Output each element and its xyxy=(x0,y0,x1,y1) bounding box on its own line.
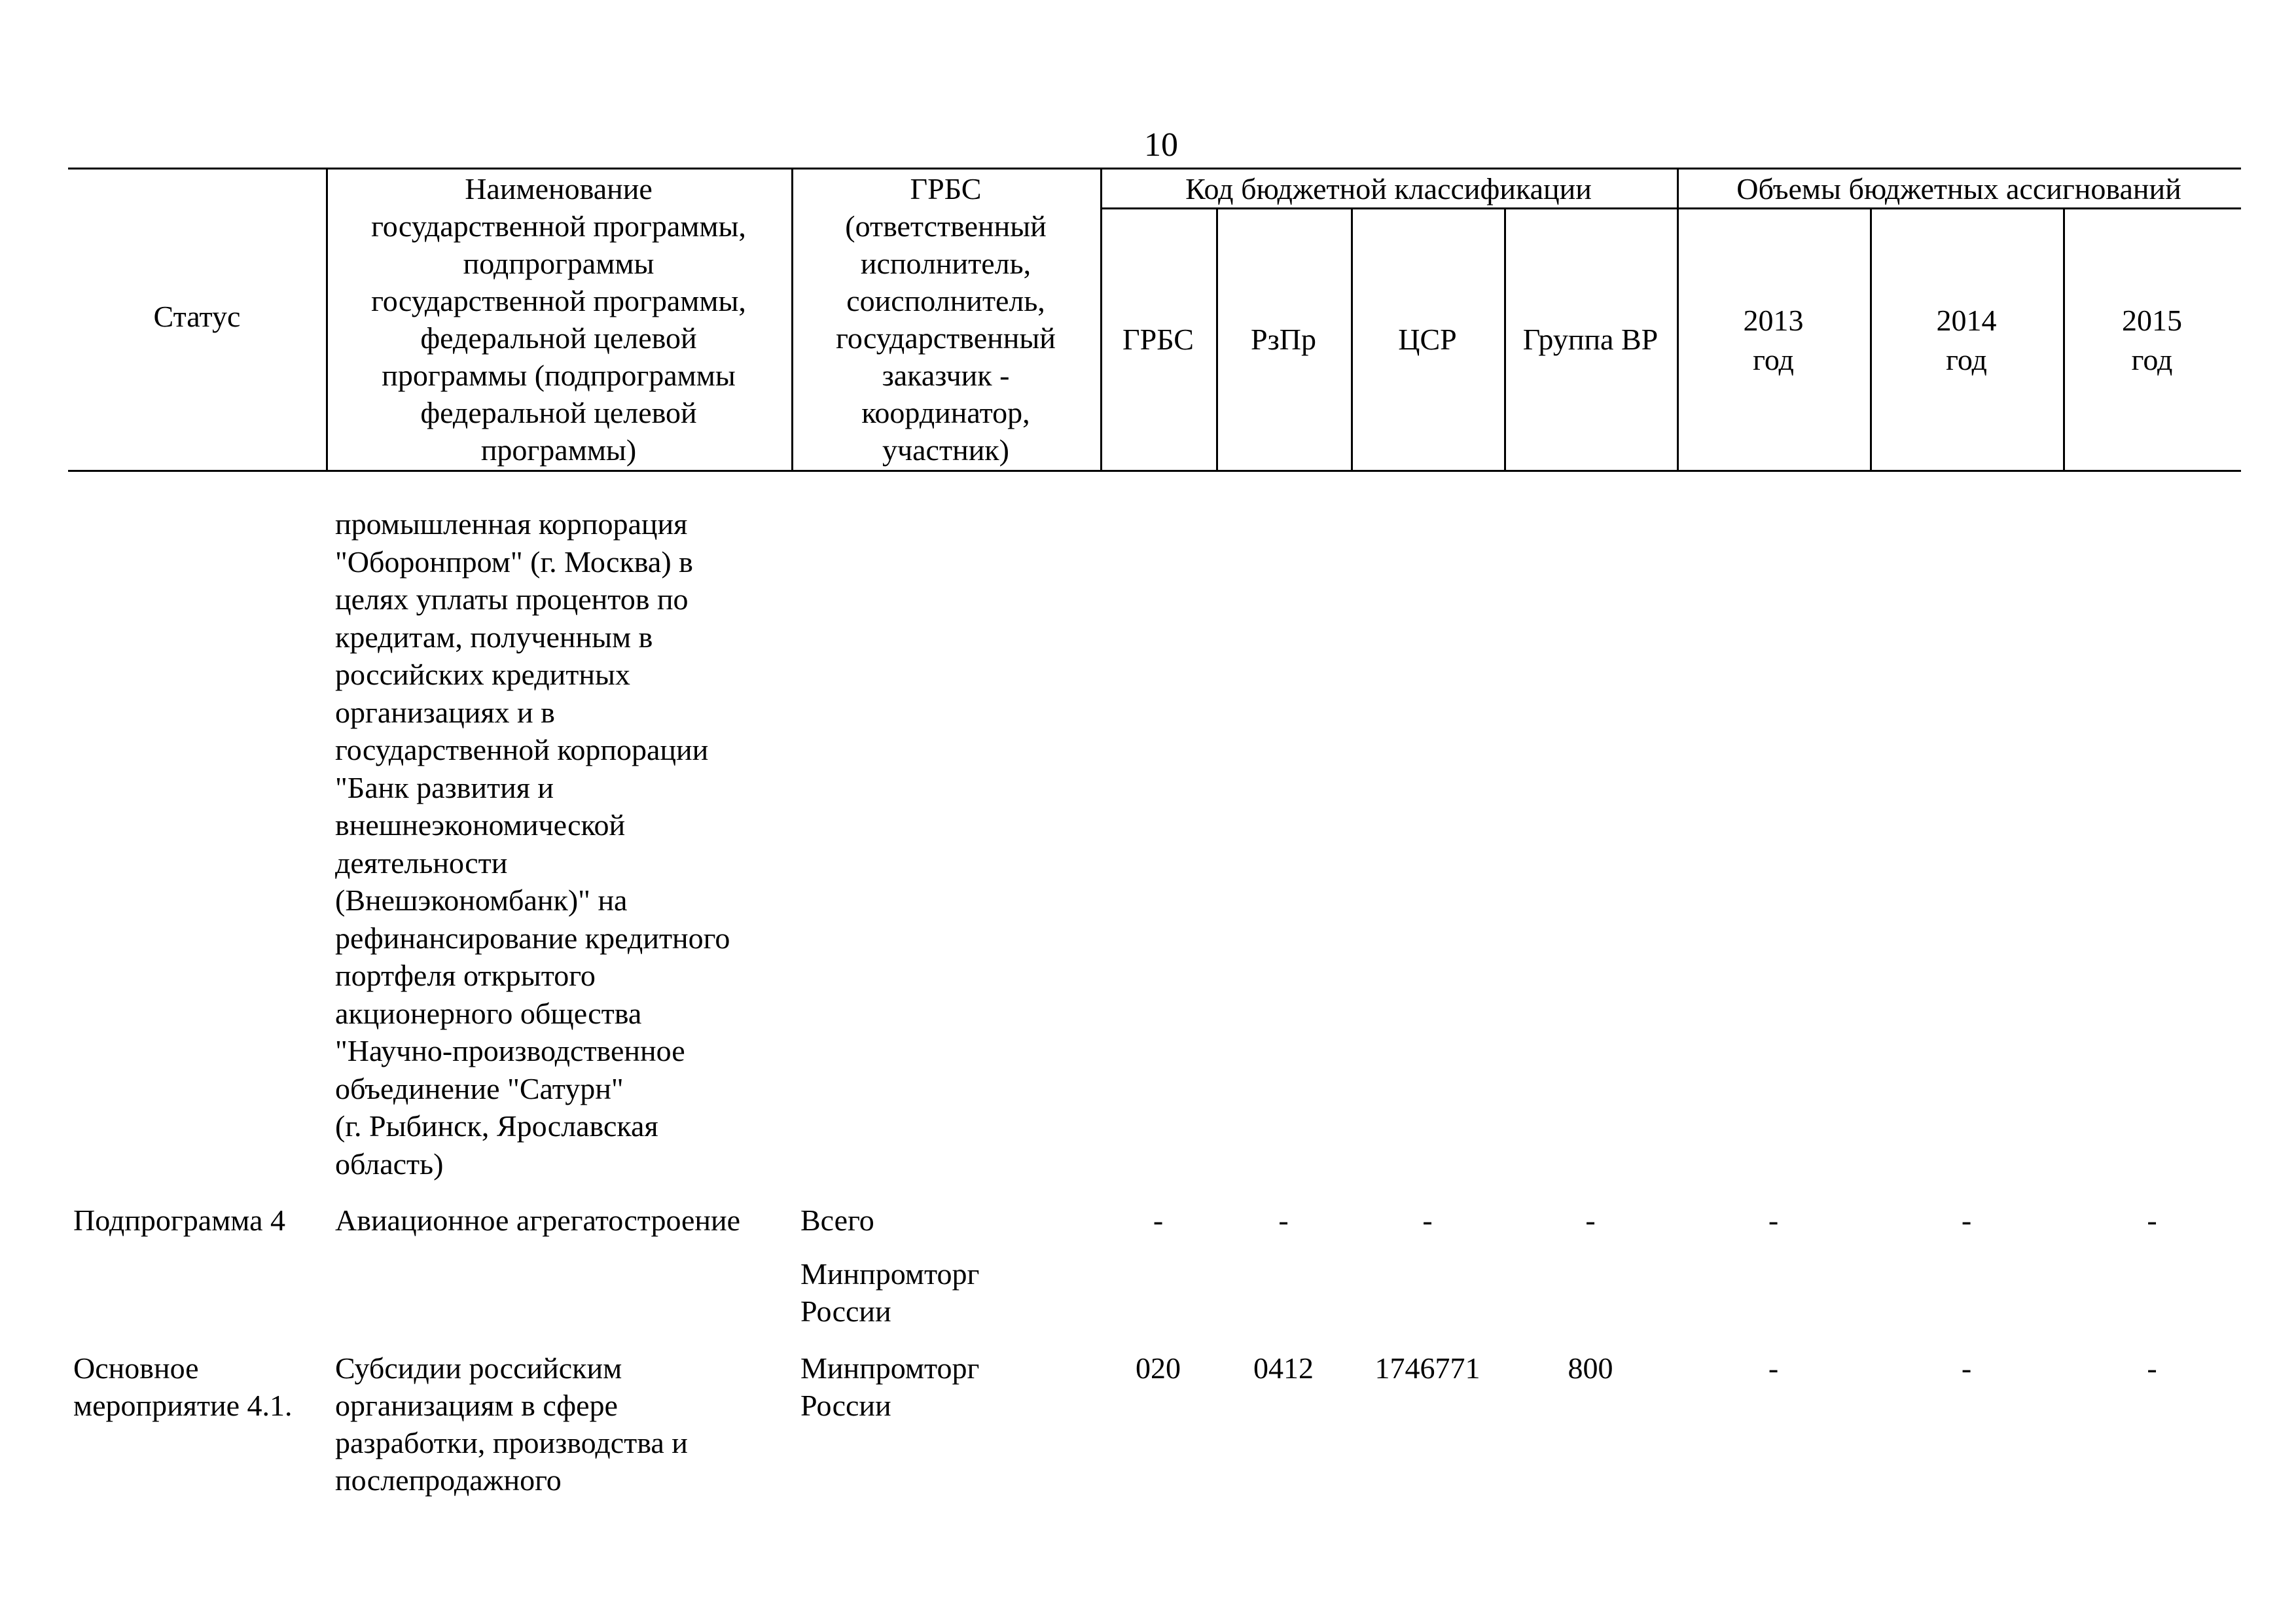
row-activity-name xyxy=(335,1349,688,1499)
row-activity-code-csr: 1746771 xyxy=(1374,1351,1480,1385)
row-executor-minpromtorg xyxy=(800,1255,979,1330)
continuation-line: (г. Рыбинск, Ярославская xyxy=(335,1109,658,1143)
executor-line: России xyxy=(800,1294,891,1328)
subheader-border xyxy=(1100,207,2241,209)
header-year-value: 2013 xyxy=(1743,304,1804,337)
header-year-2013 xyxy=(1677,301,1870,380)
continuation-line: акционерного общества xyxy=(335,996,642,1030)
header-name-line: государственной программы, xyxy=(371,284,746,317)
activity-executor-line: России xyxy=(800,1389,891,1422)
header-budget-volume-group: Объемы бюджетных ассигнований xyxy=(1736,172,2181,205)
row-activity-code-group-vr: 800 xyxy=(1568,1351,1613,1385)
continuation-line: деятельности xyxy=(335,846,508,880)
header-name-line: государственной программы, xyxy=(371,209,746,243)
header-code-csr: ЦСР xyxy=(1398,323,1457,356)
header-name-line: программы) xyxy=(480,433,637,467)
header-code-rzpr: РзПр xyxy=(1251,323,1316,356)
row-activity-executor xyxy=(800,1349,979,1424)
continuation-line: организациях и в xyxy=(335,695,555,729)
activity-status-line: мероприятие 4.1. xyxy=(73,1389,293,1422)
row-activity-volume-2015: - xyxy=(2147,1351,2157,1385)
header-bottom-border xyxy=(68,470,2241,472)
header-name-line: Наименование xyxy=(465,172,653,205)
continuation-text xyxy=(335,505,730,1183)
activity-name-line: организациям в сфере xyxy=(335,1389,618,1422)
page-number: 10 xyxy=(1144,126,1178,164)
table-top-border xyxy=(68,168,2241,169)
row-subprogram-volume-2013: - xyxy=(1768,1204,1779,1237)
row-subprogram-code-csr: - xyxy=(1422,1204,1433,1237)
header-grbs-line: ГРБС xyxy=(910,172,982,205)
header-grbs-line: исполнитель, xyxy=(860,247,1031,280)
row-subprogram-executor: Всего xyxy=(800,1204,874,1237)
row-subprogram-code-rzpr: - xyxy=(1278,1204,1289,1237)
header-name xyxy=(326,170,791,469)
header-code-grbs: ГРБС xyxy=(1122,323,1194,356)
continuation-line: целях уплаты процентов по xyxy=(335,582,689,616)
header-year-2014 xyxy=(1870,301,2063,380)
activity-name-line: послепродажного xyxy=(335,1463,562,1497)
continuation-line: государственной корпорации xyxy=(335,733,709,766)
header-year-value: 2014 xyxy=(1936,304,1997,337)
row-subprogram-code-grbs: - xyxy=(1153,1204,1164,1237)
activity-name-line: разработки, производства и xyxy=(335,1426,688,1459)
continuation-line: объединение "Сатурн" xyxy=(335,1071,624,1105)
continuation-line: (Внешэкономбанк)" на xyxy=(335,883,628,917)
continuation-line: "Научно-производственное xyxy=(335,1034,685,1067)
row-activity-code-grbs: 020 xyxy=(1136,1351,1181,1385)
continuation-line: российских кредитных xyxy=(335,658,630,691)
header-year-unit: год xyxy=(1946,343,1987,376)
activity-name-line: Субсидии российским xyxy=(335,1351,622,1385)
header-name-line: программы (подпрограммы xyxy=(382,359,736,392)
header-year-2015 xyxy=(2063,301,2241,380)
continuation-line: кредитам, полученным в xyxy=(335,620,653,654)
continuation-line: "Оборонпром" (г. Москва) в xyxy=(335,544,693,579)
header-status: Статус xyxy=(153,300,241,333)
header-name-line: подпрограммы xyxy=(463,247,655,280)
header-year-unit: год xyxy=(2131,343,2173,376)
row-subprogram-volume-2015: - xyxy=(2147,1204,2157,1237)
header-grbs-line: координатор, xyxy=(861,396,1030,429)
header-grbs-line: соисполнитель, xyxy=(846,284,1045,317)
header-grbs-line: государственный xyxy=(836,321,1056,355)
header-name-line: федеральной целевой xyxy=(420,321,697,355)
header-year-value: 2015 xyxy=(2122,304,2182,337)
header-grbs-line: заказчик - xyxy=(882,359,1010,392)
activity-executor-line: Минпромторг xyxy=(800,1351,980,1385)
header-year-unit: год xyxy=(1753,343,1794,376)
row-activity-status xyxy=(73,1349,293,1424)
row-activity-volume-2014: - xyxy=(1961,1351,1972,1385)
row-subprogram-name: Авиационное агрегатостроение xyxy=(335,1204,741,1237)
header-grbs-line: (ответственный xyxy=(845,209,1047,243)
executor-line: Минпромторг xyxy=(800,1257,980,1291)
activity-status-line: Основное xyxy=(73,1351,199,1385)
header-grbs-line: участник) xyxy=(882,433,1009,467)
col-divider-3 xyxy=(1100,168,1102,471)
row-subprogram-code-group-vr: - xyxy=(1585,1204,1596,1237)
continuation-line: промышленная корпорация xyxy=(335,507,688,541)
continuation-line: рефинансирование кредитного xyxy=(335,921,730,955)
row-subprogram-volume-2014: - xyxy=(1961,1204,1972,1237)
row-activity-code-rzpr: 0412 xyxy=(1253,1351,1314,1385)
continuation-line: "Банк развития и xyxy=(335,770,554,804)
header-budget-code-group: Код бюджетной классификации xyxy=(1185,172,1592,205)
header-name-line: федеральной целевой xyxy=(420,396,697,429)
header-code-group-vr: Группа ВР xyxy=(1522,323,1659,356)
header-grbs xyxy=(791,170,1100,469)
continuation-line: портфеля открытого xyxy=(335,959,596,992)
continuation-line: область) xyxy=(335,1147,444,1181)
row-subprogram-status: Подпрограмма 4 xyxy=(73,1204,286,1237)
continuation-line: внешнеэкономической xyxy=(335,808,626,842)
row-activity-volume-2013: - xyxy=(1768,1351,1779,1385)
